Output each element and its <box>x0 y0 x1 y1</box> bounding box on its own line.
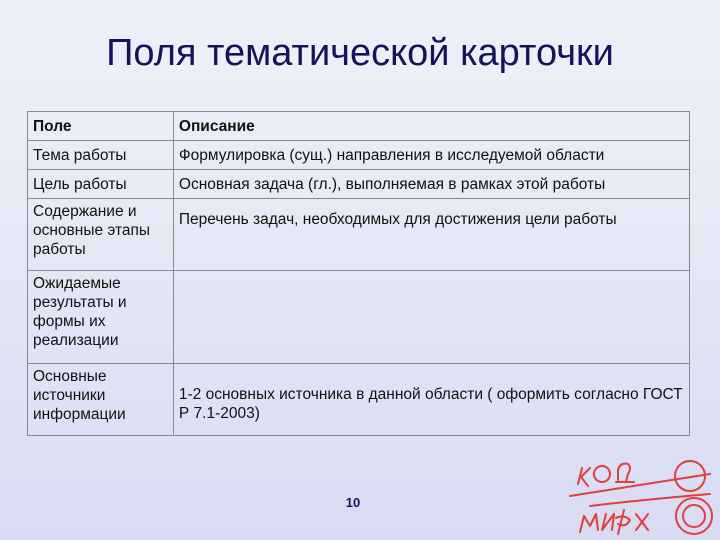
table-row <box>28 271 690 364</box>
row-description <box>173 271 689 364</box>
kod-mifi-logo <box>560 444 720 540</box>
row-field: Тема работы <box>28 141 174 170</box>
row-field: Цель работы <box>28 170 174 199</box>
header-description: Описание <box>173 112 689 141</box>
table-row <box>28 364 690 436</box>
row-description: Формулировка (сущ.) направления в исследуемой области <box>173 141 689 170</box>
row-description: Основная задача (гл.), выполняемая в рамках этой работы <box>173 170 689 199</box>
fields-table <box>27 111 690 436</box>
slide-title: Поля тематической карточки <box>106 32 614 74</box>
row-description: Перечень задач, необходимых для достижения цели работы <box>173 199 689 271</box>
table-row <box>28 170 690 199</box>
header-field: Поле <box>28 112 174 141</box>
row-field: Ожидаемые результаты и формы их реализации <box>28 271 174 364</box>
row-description: 1-2 основных источника в данной области ( оформить согласно ГОСТ Р 7.1-2003) <box>173 364 689 436</box>
page-number: 10 <box>345 495 361 510</box>
row-field: Основные источники информации <box>28 364 174 436</box>
table-header-row <box>28 112 690 141</box>
row-field: Содержание и основные этапы работы <box>28 199 174 271</box>
table-row <box>28 141 690 170</box>
table-row <box>28 199 690 271</box>
